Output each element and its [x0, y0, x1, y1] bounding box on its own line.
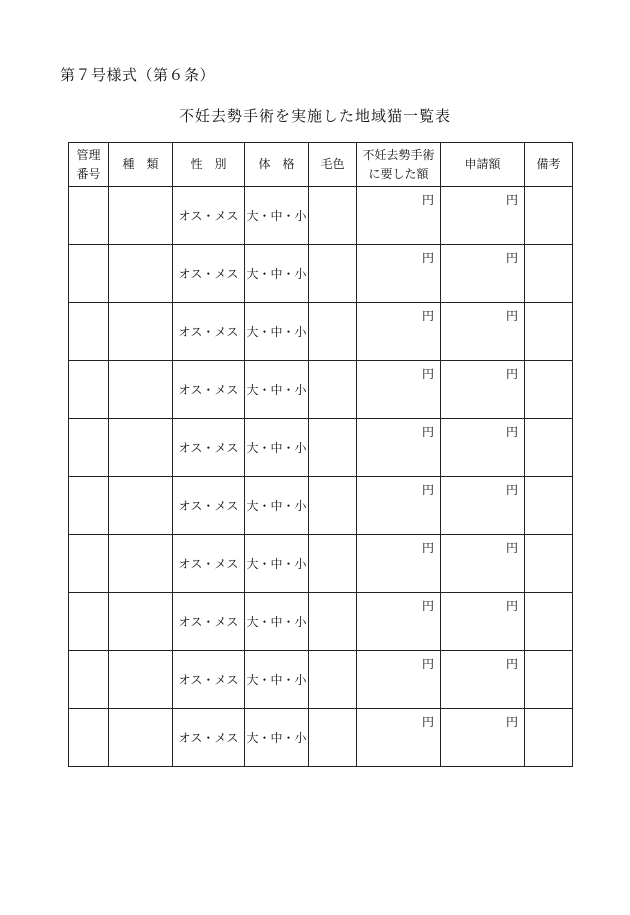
body-size-cell[interactable]: 大・中・小 — [245, 361, 309, 419]
surgery-cost-cell[interactable]: 円 — [357, 419, 441, 477]
management-number-cell[interactable] — [69, 709, 109, 767]
requested-amount-cell[interactable]: 円 — [441, 419, 525, 477]
management-number-cell[interactable] — [69, 361, 109, 419]
header-type: 種 類 — [109, 143, 173, 187]
form-number: 第７号様式（第６条） — [60, 66, 216, 84]
coat-color-cell[interactable] — [309, 477, 357, 535]
coat-color-cell[interactable] — [309, 651, 357, 709]
body-size-cell[interactable]: 大・中・小 — [245, 477, 309, 535]
table-row — [69, 361, 573, 419]
coat-color-cell[interactable] — [309, 593, 357, 651]
type-cell[interactable] — [109, 187, 173, 245]
surgery-cost-cell[interactable]: 円 — [357, 593, 441, 651]
coat-color-cell[interactable] — [309, 303, 357, 361]
body-size-cell[interactable]: 大・中・小 — [245, 187, 309, 245]
header-coat-color: 毛色 — [309, 143, 357, 187]
remarks-cell[interactable] — [525, 593, 573, 651]
coat-color-cell[interactable] — [309, 535, 357, 593]
requested-amount-cell[interactable]: 円 — [441, 361, 525, 419]
header-management-number-line1: 管理 — [76, 147, 101, 162]
body-size-cell[interactable]: 大・中・小 — [245, 419, 309, 477]
requested-amount-cell[interactable]: 円 — [441, 535, 525, 593]
surgery-cost-cell[interactable]: 円 — [357, 245, 441, 303]
table-row — [69, 245, 573, 303]
requested-amount-cell[interactable]: 円 — [441, 245, 525, 303]
type-cell[interactable] — [109, 303, 173, 361]
remarks-cell[interactable] — [525, 303, 573, 361]
table-row — [69, 709, 573, 767]
surgery-cost-cell[interactable]: 円 — [357, 187, 441, 245]
sex-cell[interactable]: オス・メス — [173, 709, 245, 767]
sex-cell[interactable]: オス・メス — [173, 593, 245, 651]
body-size-cell[interactable]: 大・中・小 — [245, 709, 309, 767]
management-number-cell[interactable] — [69, 303, 109, 361]
table-row — [69, 187, 573, 245]
document-title: 不妊去勢手術を実施した地域猫一覧表 — [178, 107, 451, 125]
remarks-cell[interactable] — [525, 361, 573, 419]
header-surgery-cost — [357, 143, 441, 187]
surgery-cost-cell[interactable]: 円 — [357, 477, 441, 535]
body-size-cell[interactable]: 大・中・小 — [245, 303, 309, 361]
table-row — [69, 303, 573, 361]
body-size-cell[interactable]: 大・中・小 — [245, 245, 309, 303]
table-row — [69, 535, 573, 593]
table-body — [69, 187, 573, 767]
cat-registry-table — [68, 142, 573, 767]
body-size-cell[interactable]: 大・中・小 — [245, 535, 309, 593]
type-cell[interactable] — [109, 709, 173, 767]
remarks-cell[interactable] — [525, 709, 573, 767]
management-number-cell[interactable] — [69, 651, 109, 709]
requested-amount-cell[interactable]: 円 — [441, 303, 525, 361]
body-size-cell[interactable]: 大・中・小 — [245, 593, 309, 651]
header-requested-amount: 申請額 — [441, 143, 525, 187]
type-cell[interactable] — [109, 477, 173, 535]
requested-amount-cell[interactable]: 円 — [441, 593, 525, 651]
header-surgery-cost-line2: に要した額 — [368, 166, 429, 181]
coat-color-cell[interactable] — [309, 419, 357, 477]
type-cell[interactable] — [109, 361, 173, 419]
surgery-cost-cell[interactable]: 円 — [357, 651, 441, 709]
surgery-cost-cell[interactable]: 円 — [357, 303, 441, 361]
sex-cell[interactable]: オス・メス — [173, 245, 245, 303]
header-management-number-line2: 番号 — [76, 166, 101, 181]
type-cell[interactable] — [109, 535, 173, 593]
sex-cell[interactable]: オス・メス — [173, 419, 245, 477]
table-row — [69, 477, 573, 535]
type-cell[interactable] — [109, 651, 173, 709]
remarks-cell[interactable] — [525, 419, 573, 477]
management-number-cell[interactable] — [69, 535, 109, 593]
sex-cell[interactable]: オス・メス — [173, 477, 245, 535]
management-number-cell[interactable] — [69, 593, 109, 651]
coat-color-cell[interactable] — [309, 187, 357, 245]
surgery-cost-cell[interactable]: 円 — [357, 361, 441, 419]
sex-cell[interactable]: オス・メス — [173, 651, 245, 709]
type-cell[interactable] — [109, 593, 173, 651]
type-cell[interactable] — [109, 245, 173, 303]
remarks-cell[interactable] — [525, 245, 573, 303]
surgery-cost-cell[interactable]: 円 — [357, 535, 441, 593]
body-size-cell[interactable]: 大・中・小 — [245, 651, 309, 709]
header-sex: 性 別 — [173, 143, 245, 187]
requested-amount-cell[interactable]: 円 — [441, 477, 525, 535]
header-management-number — [69, 143, 109, 187]
sex-cell[interactable]: オス・メス — [173, 361, 245, 419]
requested-amount-cell[interactable]: 円 — [441, 651, 525, 709]
sex-cell[interactable]: オス・メス — [173, 303, 245, 361]
requested-amount-cell[interactable]: 円 — [441, 187, 525, 245]
management-number-cell[interactable] — [69, 419, 109, 477]
coat-color-cell[interactable] — [309, 245, 357, 303]
requested-amount-cell[interactable]: 円 — [441, 709, 525, 767]
sex-cell[interactable]: オス・メス — [173, 535, 245, 593]
table-row — [69, 651, 573, 709]
header-body-size: 体 格 — [245, 143, 309, 187]
management-number-cell[interactable] — [69, 477, 109, 535]
remarks-cell[interactable] — [525, 535, 573, 593]
table-row — [69, 419, 573, 477]
coat-color-cell[interactable] — [309, 361, 357, 419]
header-remarks: 備考 — [525, 143, 573, 187]
surgery-cost-cell[interactable]: 円 — [357, 709, 441, 767]
header-surgery-cost-line1: 不妊去勢手術 — [362, 147, 435, 162]
table-header-row — [69, 143, 573, 187]
sex-cell[interactable]: オス・メス — [173, 187, 245, 245]
type-cell[interactable] — [109, 419, 173, 477]
coat-color-cell[interactable] — [309, 709, 357, 767]
remarks-cell[interactable] — [525, 187, 573, 245]
management-number-cell[interactable] — [69, 245, 109, 303]
management-number-cell[interactable] — [69, 187, 109, 245]
remarks-cell[interactable] — [525, 651, 573, 709]
remarks-cell[interactable] — [525, 477, 573, 535]
table-row — [69, 593, 573, 651]
